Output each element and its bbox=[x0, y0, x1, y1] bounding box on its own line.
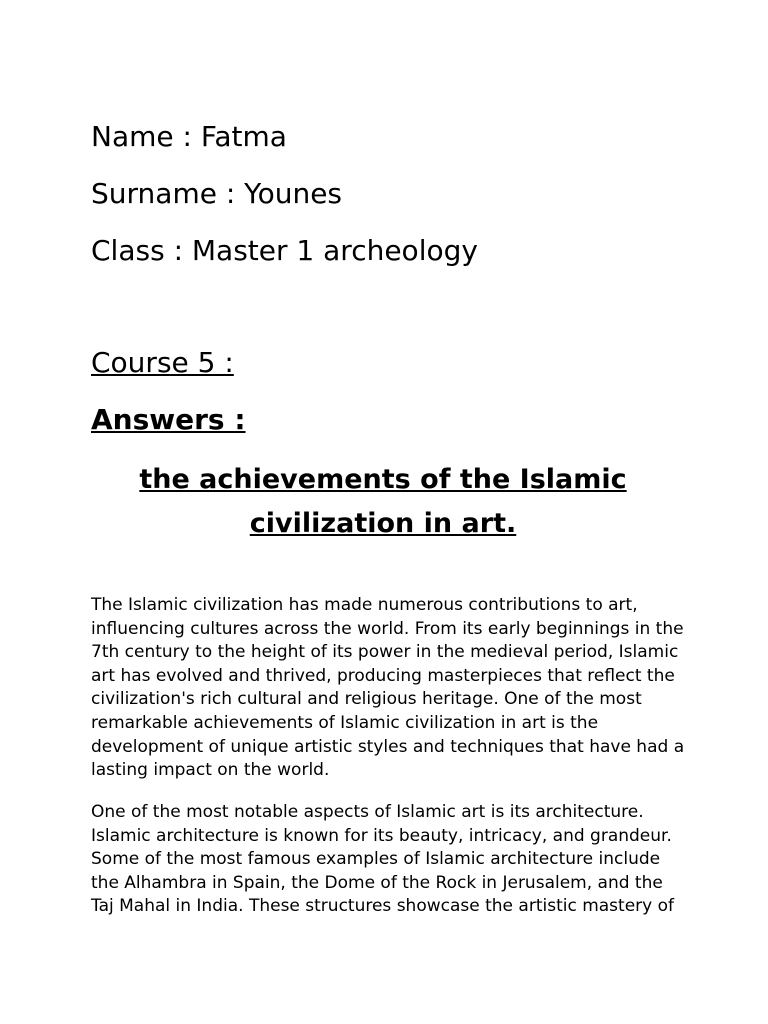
paragraph-line: Islamic architecture is known for its beauty, intricacy, and grandeur. bbox=[91, 825, 672, 846]
paragraph-line: The Islamic civilization has made numerous contributions to art, bbox=[91, 595, 638, 615]
paragraph-line: One of the most notable aspects of Islamic art is its architecture. bbox=[91, 802, 644, 822]
surname-line: Surname : Younes bbox=[91, 177, 343, 210]
name-line: Name : Fatma bbox=[91, 120, 287, 153]
essay-title bbox=[91, 458, 675, 546]
essay-title-line: civilization in art. bbox=[249, 508, 517, 539]
paragraph-line: civilization's rich cultural and religious heritage. One of the most bbox=[91, 689, 642, 710]
class-line: Class : Master 1 archeology bbox=[91, 234, 478, 267]
course-label: Course 5 : bbox=[91, 346, 234, 379]
answers-label: Answers : bbox=[91, 403, 246, 436]
paragraph-line: influencing cultures across the world. From its early beginnings in the bbox=[91, 618, 684, 639]
paragraph-line: the Alhambra in Spain, the Dome of the Rock in Jerusalem, and the bbox=[91, 872, 663, 893]
paragraph-line: 7th century to the height of its power in the medieval period, Islamic bbox=[91, 642, 679, 663]
essay-title-line: the achievements of the Islamic bbox=[139, 464, 627, 495]
paragraph-line: remarkable achievements of Islamic civilization in art is the bbox=[91, 712, 599, 733]
body-paragraph-1 bbox=[91, 594, 691, 783]
paragraph-line: Taj Mahal in India. These structures showcase the artistic mastery of bbox=[91, 896, 675, 917]
body-paragraph-2 bbox=[91, 801, 691, 919]
paragraph-line: Some of the most famous examples of Islamic architecture include bbox=[91, 849, 661, 870]
paragraph-line: lasting impact on the world. bbox=[91, 760, 330, 781]
paragraph-line: development of unique artistic styles and techniques that have had a bbox=[91, 736, 685, 757]
paragraph-line: art has evolved and thrived, producing masterpieces that reflect the bbox=[91, 665, 675, 686]
